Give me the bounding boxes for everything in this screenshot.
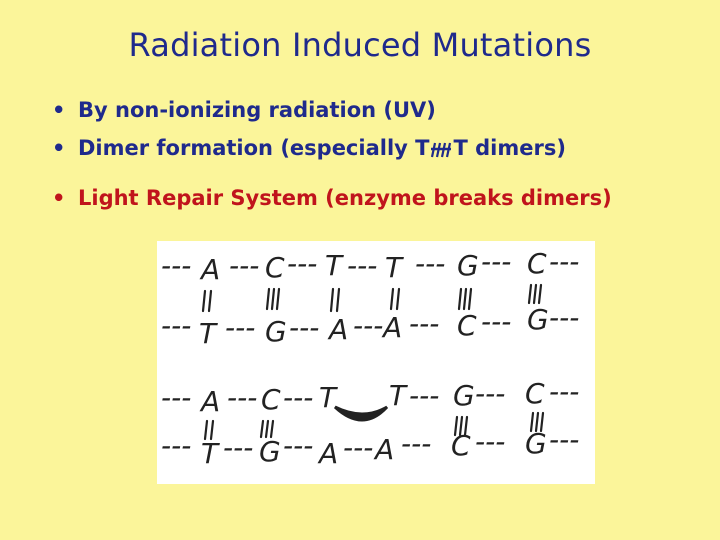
top-strand1-base-C2: C (527, 247, 547, 280)
bullet-dot: • (52, 186, 66, 210)
top-strand2-dash-1: --- (225, 311, 256, 344)
thymine-dimer-bond-icon (429, 139, 453, 161)
bullet-list (48, 96, 612, 212)
bottom-strand1-base-G: G (453, 379, 475, 412)
bottom-strand2-dash-1: --- (223, 431, 254, 464)
bottom-strand1-base-T2: T (389, 379, 407, 412)
top-strand2-dash-5: --- (481, 305, 512, 338)
top-strand1-dash-5: --- (481, 245, 512, 278)
bottom-strand1-base-A: A (201, 385, 221, 418)
bullet-item-dimer (48, 134, 612, 162)
top-strand2-base-G: G (265, 315, 287, 348)
bottom-strand1-dash-5: --- (549, 375, 580, 408)
bottom-strand2-dash-2: --- (283, 429, 314, 462)
bottom-strand1-base-T1: T (319, 381, 337, 414)
bottom-strand2-dash-5: --- (475, 425, 506, 458)
bottom-strand1-base-C2: C (525, 377, 545, 410)
top-strand1-dash-3: --- (347, 249, 378, 282)
bullet-text-post: T dimers) (453, 136, 566, 160)
top-strand1-dash-0: --- (161, 249, 192, 282)
top-strand1-base-C: C (265, 251, 285, 284)
bottom-strand1-dash-4: --- (475, 377, 506, 410)
bottom-strand1-dash-2: --- (283, 381, 314, 414)
top-strand1-base-G: G (457, 249, 479, 282)
bottom-duplex (161, 375, 579, 470)
bullet-dot: • (52, 136, 66, 160)
bottom-strand1-dash-1: --- (227, 381, 258, 414)
top-strand2-base-C: C (457, 309, 477, 342)
top-strand2-dash-3: --- (353, 309, 384, 342)
slide-title: Radiation Induced Mutations (128, 26, 592, 64)
thymine-dimer-bond (335, 407, 387, 420)
dna-dimer-diagram (157, 241, 595, 484)
bullet-item-uv (48, 96, 612, 124)
bottom-strand1-dash-0: --- (161, 381, 192, 414)
top-strand2-base-G2: G (527, 303, 549, 336)
bottom-strand2-base-T: T (201, 437, 219, 470)
top-strand2-base-A1: A (329, 313, 349, 346)
bottom-strand2-base-G2: G (525, 427, 547, 460)
top-duplex (161, 245, 579, 350)
bottom-strand2-base-G: G (259, 435, 281, 468)
top-strand1-base-T2: T (385, 251, 403, 284)
bullet-text: By non-ionizing radiation (UV) (78, 98, 436, 122)
bottom-strand2-dash-6: --- (549, 423, 580, 456)
top-strand2-base-T: T (199, 317, 217, 350)
top-strand2-dash-0: --- (161, 309, 192, 342)
bottom-strand2-base-A2: A (375, 433, 395, 466)
top-strand2-dash-4: --- (409, 307, 440, 340)
bottom-strand2-base-A1: A (319, 437, 339, 470)
bottom-strand1-base-C: C (261, 383, 281, 416)
bottom-strand2-dash-3: --- (343, 431, 374, 464)
top-strand2-dash-2: --- (289, 311, 320, 344)
top-strand1-dash-2: --- (287, 247, 318, 280)
bottom-strand2-base-C: C (451, 429, 471, 462)
top-strand2-dash-6: --- (549, 301, 580, 334)
top-strand1-base-A: A (201, 253, 221, 286)
bottom-strand2-dash-0: --- (161, 429, 192, 462)
top-strand1-dash-4: --- (415, 247, 446, 280)
bottom-strand2-dash-4: --- (401, 427, 432, 460)
dna-dimer-drawing (157, 241, 595, 484)
bullet-text: Light Repair System (enzyme breaks dimers) (78, 186, 612, 210)
bullet-dot: • (52, 98, 66, 122)
bullet-item-light-repair (48, 184, 612, 212)
top-strand1-dash-6: --- (549, 245, 580, 278)
top-strand1-dash-1: --- (229, 249, 260, 282)
bullet-text-pre: Dimer formation (especially T (78, 136, 430, 160)
bottom-strand1-dash-3: --- (409, 379, 440, 412)
top-strand1-base-T1: T (325, 249, 343, 282)
top-strand2-base-A2: A (383, 311, 403, 344)
